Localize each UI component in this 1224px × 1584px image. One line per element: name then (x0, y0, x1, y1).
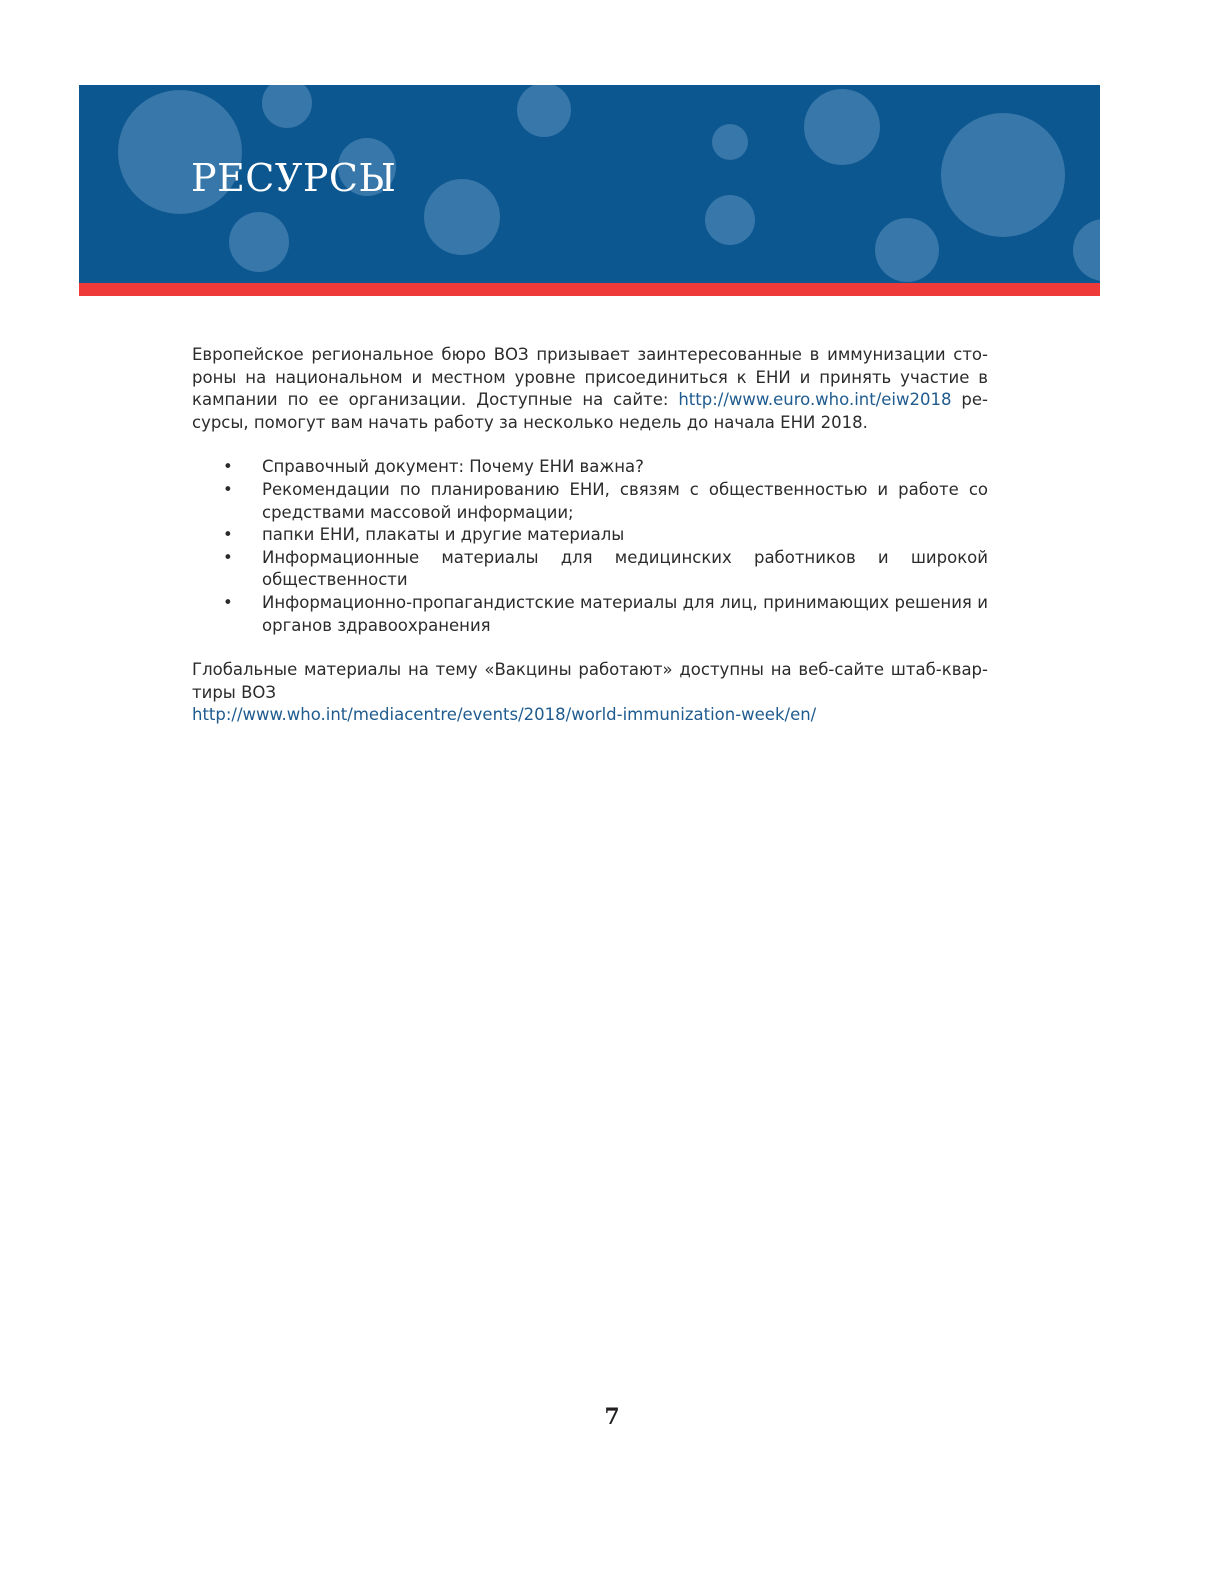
list-item (192, 592, 988, 637)
decor-circle (262, 85, 312, 128)
eiw2018-link[interactable]: http://www.euro.who.int/eiw2018 (678, 390, 952, 410)
page-number: 7 (604, 1404, 620, 1430)
list-item (192, 524, 988, 547)
decor-circle (229, 212, 289, 272)
bullet: • (223, 547, 233, 567)
decor-circle (1073, 219, 1100, 281)
list-item-text: Рекомендации по планированию ЕНИ, связям с общественностью и работе со средствами массовой информации; (262, 479, 988, 522)
decor-circle (712, 124, 748, 160)
header-banner (79, 85, 1100, 283)
global-paragraph (192, 659, 988, 727)
page-title: РЕСУРСЫ (191, 156, 397, 200)
bullet: • (223, 592, 233, 612)
decor-circle (424, 179, 500, 255)
intro-text: Европейское региональное бюро ВОЗ призывает заинтересованные в иммунизации сто-роны на национальном и местном уровне присоединиться к ЕНИ и принять участие в кампании по ее организации. Доступные на сайте: (192, 345, 988, 410)
decor-circle (804, 89, 880, 165)
list-item (192, 479, 988, 524)
list-item-text: папки ЕНИ, плакаты и другие материалы (262, 525, 625, 545)
decor-circle (517, 85, 571, 137)
resources-list (192, 456, 988, 637)
bullet: • (223, 525, 233, 545)
decor-circle (875, 218, 939, 282)
header-stripe (79, 283, 1100, 296)
list-item (192, 456, 988, 479)
intro-text-end: ре-сурсы, помогут вам начать работу за несколько недель до начала ЕНИ 2018. (192, 390, 988, 432)
main-content (192, 344, 988, 727)
who-wiw-link[interactable]: http://www.who.int/mediacentre/events/2018/world-immunization-week/en/ (192, 705, 817, 725)
intro-paragraph (192, 344, 988, 434)
bullet: • (223, 457, 233, 477)
bullet: • (223, 479, 233, 499)
list-item-text: Справочный документ: Почему ЕНИ важна? (262, 457, 644, 477)
global-text: Глобальные материалы на тему «Вакцины работают» доступны на веб-сайте штаб-квар-тиры ВОЗ (192, 660, 988, 702)
list-item-text: Информационно-пропагандистские материалы для лиц, принимающих решения и органов здравоохранения (262, 592, 988, 635)
list-item-text: Информационные материалы для медицинских работников и широкой общественности (262, 547, 988, 590)
decor-circle (941, 113, 1065, 237)
list-item (192, 547, 988, 592)
decor-circle (705, 195, 755, 245)
